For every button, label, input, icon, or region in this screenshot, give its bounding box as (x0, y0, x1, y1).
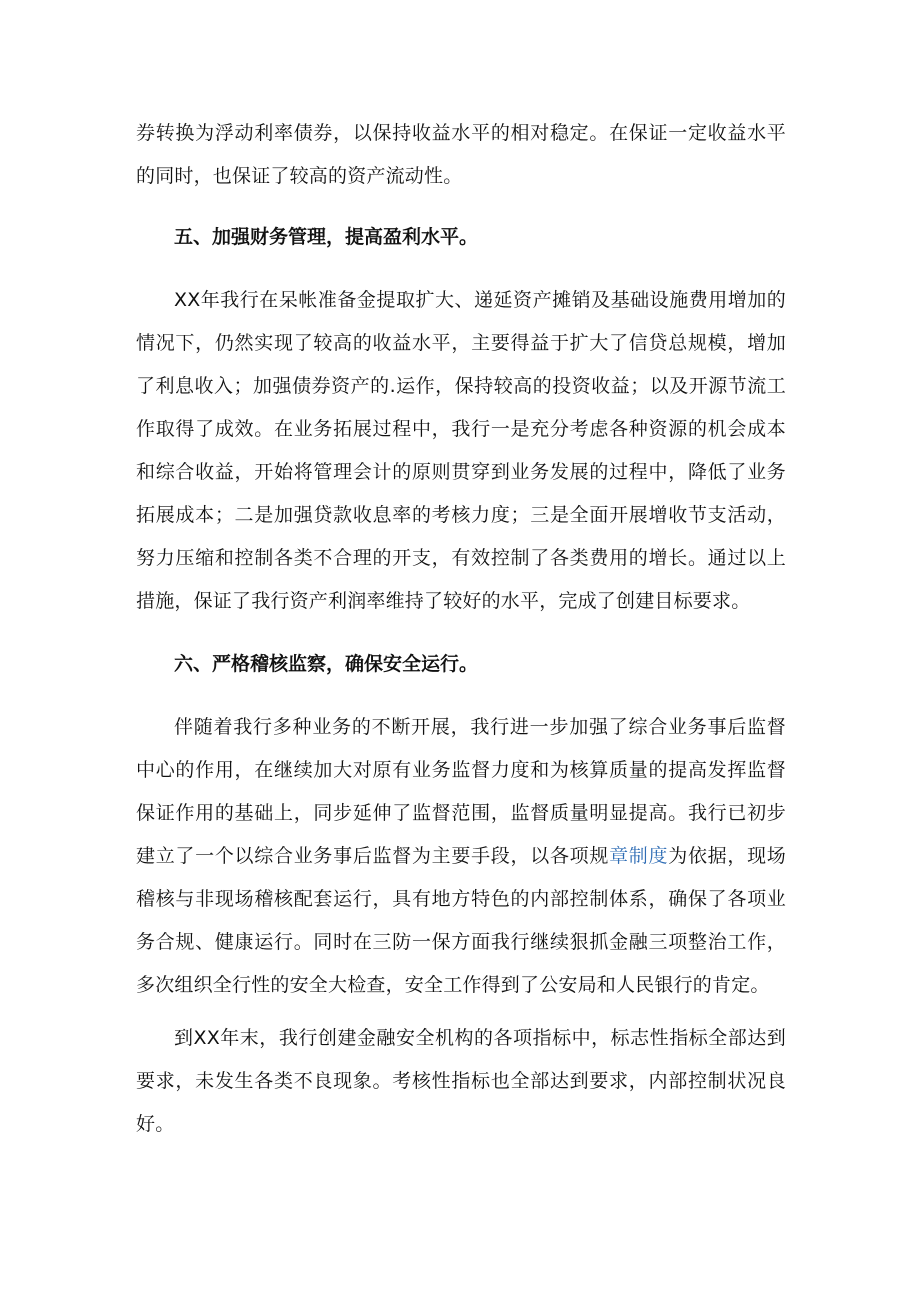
section-heading-financial-management: 五、加强财务管理，提高盈利水平。 (174, 226, 479, 248)
regulations-link[interactable]: 章制度 (609, 845, 669, 867)
document-body (136, 112, 786, 1146)
paragraph-bond-conversion: 券转换为浮动利率债券，以保持收益水平的相对稳定。在保证一定收益水平的同时，也保证了较高的资产流动性。 (136, 122, 786, 187)
paragraph-year-end-summary: 到XX年末，我行创建金融安全机构的各项指标中，标志性指标全部达到要求，未发生各类不良现象。考核性指标也全部达到要求，内部控制状况良好。 (136, 1027, 786, 1135)
paragraph-text-after-link: 为依据，现场稽核与非现场稽核配套运行，具有地方特色的内部控制体系，确保了各项业务合规、健康运行。同时在三防一保方面我行继续狠抓金融三项整治工作，多次组织全行性的安全大检查，安全工作得到了公安局和人民银行的肯定。 (136, 845, 786, 996)
paragraph-text-before-link: 伴随着我行多种业务的不断开展，我行进一步加强了综合业务事后监督中心的作用，在继续加大对原有业务监督力度和为核算质量的提高发挥监督保证作用的基础上，同步延伸了监督范围，监督质量明显提高。我行已初步建立了一个以综合业务事后监督为主要手段，以各项规 (136, 716, 786, 867)
paragraph-audit-supervision (136, 706, 786, 1007)
section-heading-audit-supervision: 六、严格稽核监察，确保安全运行。 (174, 653, 479, 675)
paragraph-financial-management: XX年我行在呆帐准备金提取扩大、递延资产摊销及基础设施费用增加的情况下，仍然实现了较高的收益水平，主要得益于扩大了信贷总规模，增加了利息收入；加强债券资产的.运作，保持较高的投资收益；以及开源节流工作取得了成效。在业务拓展过程中，我行一是充分考虑各种资源的机会成本和综合收益，开始将管理会计的原则贯穿到业务发展的过程中，降低了业务拓展成本；二是加强贷款收息率的考核力度；三是全面开展增收节支活动，努力压缩和控制各类不合理的开支，有效控制了各类费用的增长。通过以上措施，保证了我行资产利润率维持了较好的水平，完成了创建目标要求。 (136, 289, 786, 612)
